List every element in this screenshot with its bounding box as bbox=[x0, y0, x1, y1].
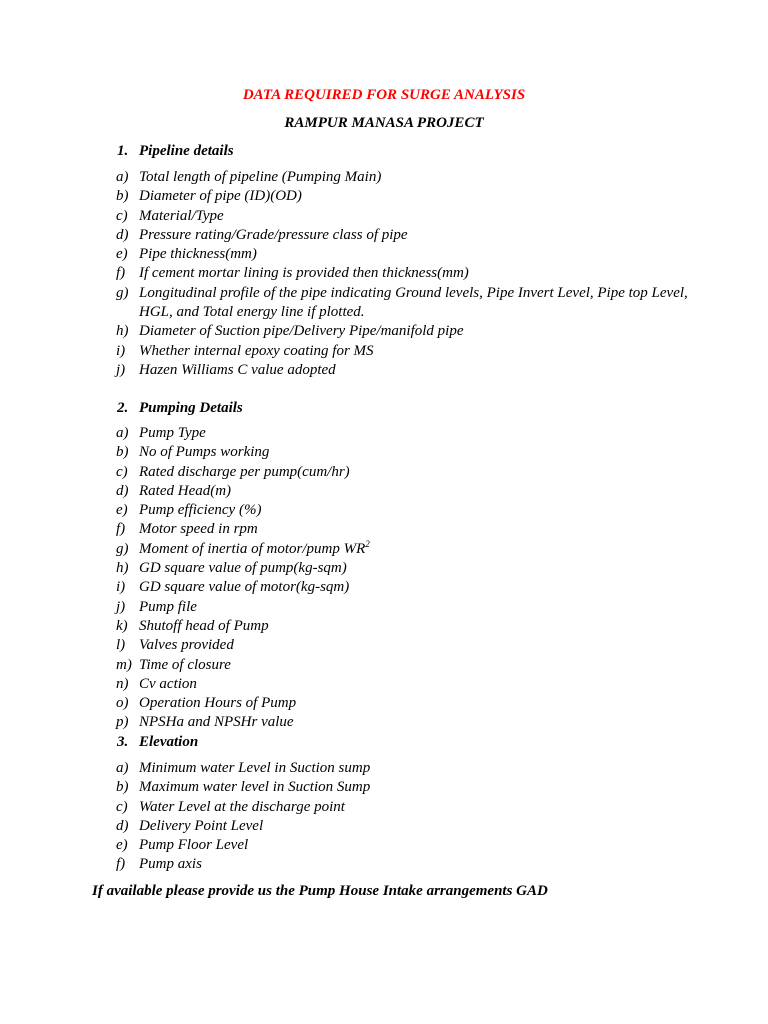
list-item: d) Pressure rating/Grade/pressure class of pipe bbox=[116, 226, 408, 243]
list-item: l) Valves provided bbox=[116, 637, 234, 654]
list-item: f) If cement mortar lining is provided then thickness(mm) bbox=[116, 265, 469, 282]
pipeline-details-list bbox=[116, 168, 699, 380]
list-item: a) Pump Type bbox=[116, 425, 206, 441]
list-item: p) NPSHa and NPSHr value bbox=[116, 714, 294, 731]
list-item: h) GD square value of pump(kg-sqm) bbox=[116, 560, 347, 577]
list-item: m) Time of closure bbox=[116, 656, 231, 673]
list-item: f) Pump axis bbox=[116, 856, 202, 873]
list-item: h) Diameter of Suction pipe/Delivery Pipe/manifold pipe bbox=[116, 323, 464, 340]
section-title: Elevation bbox=[139, 734, 199, 750]
list-item: j) Pump file bbox=[116, 598, 197, 615]
list-item: b) Maximum water level in Suction Sump bbox=[116, 779, 371, 796]
list-item: a) Total length of pipeline (Pumping Main) bbox=[116, 169, 382, 185]
pumping-details-list bbox=[116, 424, 370, 733]
list-item: c) Water Level at the discharge point bbox=[116, 798, 345, 815]
list-item: e) Pipe thickness(mm) bbox=[116, 246, 257, 263]
list-item: c) Material/Type bbox=[116, 207, 224, 224]
list-item: e) Pump Floor Level bbox=[116, 837, 249, 854]
section-number: 3. bbox=[117, 734, 129, 750]
elevation-list bbox=[116, 759, 370, 875]
section-heading-pumping bbox=[117, 400, 243, 417]
list-item: c) Rated discharge per pump(cum/hr) bbox=[116, 463, 350, 480]
list-item: i) GD square value of motor(kg-sqm) bbox=[116, 579, 350, 596]
footer-note: If available please provide us the Pump House Intake arrangements GAD bbox=[92, 883, 548, 899]
list-item: g) Longitudinal profile of the pipe indicating Ground levels, Pipe Invert Level, Pipe top Level, HGL, and Total energy line if plotted. bbox=[116, 284, 688, 321]
list-item: d) Rated Head(m) bbox=[116, 482, 232, 499]
list-item: g) Moment of inertia of motor/pump $WR^2$ bbox=[116, 538, 370, 557]
project-name: RAMPUR MANASA PROJECT bbox=[284, 115, 484, 131]
list-item: a) Minimum water Level in Suction sump bbox=[116, 760, 371, 776]
list-item: f) Motor speed in rpm bbox=[116, 521, 258, 538]
document-title: DATA REQUIRED FOR SURGE ANALYSIS bbox=[242, 87, 526, 103]
section-title: Pumping Details bbox=[139, 400, 243, 416]
section-heading-elevation bbox=[117, 734, 198, 751]
list-item: e) Pump efficiency (%) bbox=[116, 502, 262, 519]
section-number: 1. bbox=[117, 143, 129, 159]
list-item: i) Whether internal epoxy coating for MS bbox=[116, 342, 374, 359]
list-item: b) No of Pumps working bbox=[116, 444, 270, 461]
superscript: 2 bbox=[365, 538, 370, 549]
section-number: 2. bbox=[117, 400, 129, 416]
list-item: d) Delivery Point Level bbox=[116, 817, 264, 834]
list-item: j) Hazen Williams C value adopted bbox=[116, 361, 336, 378]
section-heading-pipeline bbox=[117, 143, 234, 160]
list-item: n) Cv action bbox=[116, 675, 197, 692]
list-item: o) Operation Hours of Pump bbox=[116, 695, 297, 712]
list-item: k) Shutoff head of Pump bbox=[116, 617, 269, 634]
section-title: Pipeline details bbox=[139, 143, 234, 159]
list-item: b) Diameter of pipe (ID)(OD) bbox=[116, 188, 302, 205]
